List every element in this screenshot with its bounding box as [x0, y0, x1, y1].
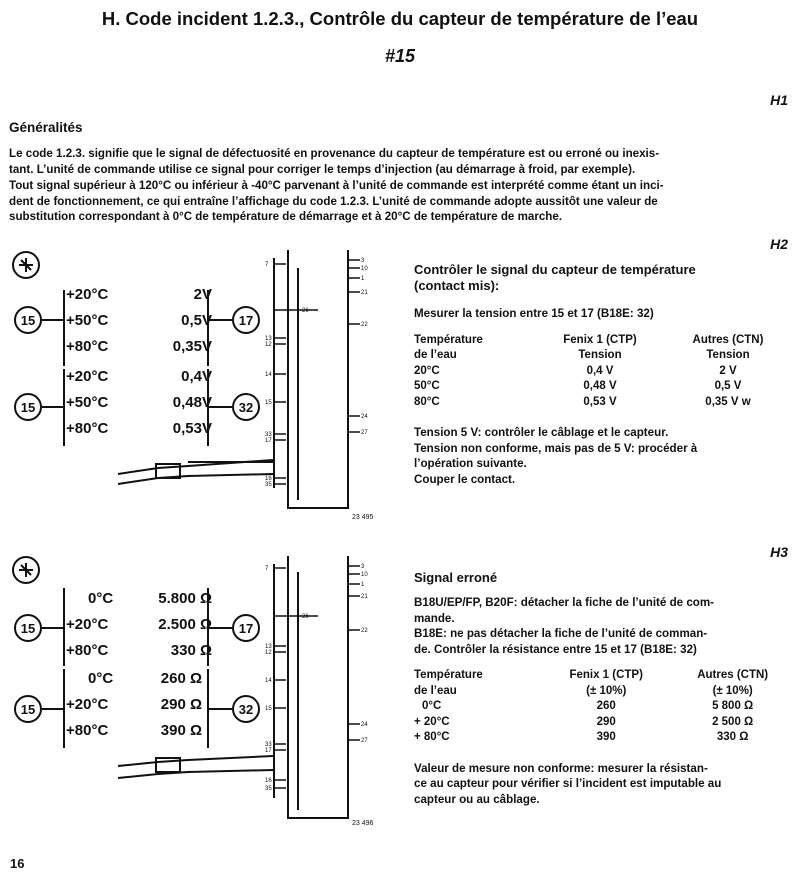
- value-row: [62, 614, 212, 640]
- header-cell: de l’eau: [414, 684, 457, 697]
- table-header-row: [414, 685, 792, 701]
- svg-text:13: 13: [265, 336, 272, 342]
- temperature: +80°C: [66, 722, 109, 739]
- svg-text:13: 13: [265, 644, 272, 650]
- header-cell: de l’eau: [414, 349, 457, 361]
- text-line: mande.: [414, 611, 455, 625]
- table-row: [414, 700, 792, 716]
- value: 2V: [193, 286, 212, 303]
- header-cell: Température: [414, 669, 483, 681]
- value-row: [62, 392, 212, 418]
- value-row: [62, 366, 212, 392]
- value: 2.500 Ω: [158, 616, 212, 633]
- table-row: [414, 731, 792, 747]
- value-row: [62, 720, 212, 746]
- svg-text:17: 17: [265, 438, 272, 444]
- value: 0,35V: [172, 338, 212, 355]
- value-row: [62, 640, 212, 666]
- temperature: +50°C: [66, 394, 109, 411]
- text-line: substitution correspondant à 0°C de température de démarrage et à 20°C de température de marche.: [9, 210, 563, 223]
- svg-text:7: 7: [265, 262, 269, 268]
- value: 330 Ω: [170, 642, 212, 659]
- svg-text:1: 1: [361, 276, 365, 282]
- value: 0,48V: [172, 394, 212, 411]
- temperature: +50°C: [66, 312, 109, 329]
- table-cell: 80°C: [414, 395, 440, 408]
- svg-text:35: 35: [265, 786, 272, 792]
- table-header-row: [414, 334, 788, 350]
- text-line: Tout signal supérieur à 120°C ou inférieur à -40°C parvenant à l’unité de commande est interprété comme étant un inci-: [9, 179, 664, 192]
- h2-instruction: Mesurer la tension entre 15 et 17 (B18E: 32): [414, 307, 654, 320]
- temperature: +80°C: [66, 420, 109, 437]
- value: 0,5V: [181, 312, 212, 329]
- resistance-diagram: [8, 548, 390, 838]
- temperature: +20°C: [66, 368, 109, 385]
- svg-text:16: 16: [265, 476, 272, 482]
- section-label-h3: H3: [770, 544, 788, 560]
- value: 260 Ω: [160, 670, 202, 687]
- heading-generalites: Généralités: [9, 120, 83, 135]
- svg-text:35: 35: [265, 482, 272, 488]
- header-cell: Autres (CTN): [697, 669, 769, 681]
- text-line: B18U/EP/FP, B20F: détacher la fiche de l’unité de com-: [414, 596, 715, 609]
- header-cell: (± 10%): [586, 684, 627, 697]
- h3-notes: [414, 761, 792, 808]
- svg-text:3: 3: [361, 564, 365, 570]
- text-line: de. Contrôler la résistance entre 15 et 17 (B18E: 32): [414, 642, 697, 656]
- text-line: Couper le contact.: [414, 472, 516, 486]
- header-cell: Fenix 1 (CTP): [569, 669, 643, 681]
- table-cell: 290: [596, 715, 616, 728]
- text-line: tant. L’unité de commande utilise ce signal pour corriger le temps d’injection (au démarrage à froid, par exemple).: [9, 162, 636, 176]
- h2-notes: [414, 425, 792, 487]
- table-cell: + 80°C: [414, 731, 450, 743]
- generalites-paragraph-1: [9, 146, 794, 177]
- svg-text:17: 17: [265, 748, 272, 754]
- svg-text:12: 12: [265, 650, 272, 656]
- terminal-15-circle: 15: [14, 614, 42, 642]
- svg-text:7: 7: [265, 566, 269, 572]
- h3-heading: Signal erroné: [414, 570, 498, 585]
- diagram-ref: 23 495: [352, 514, 374, 521]
- terminal-32-circle: 32: [232, 695, 260, 723]
- value: 290 Ω: [160, 696, 202, 713]
- temperature: +80°C: [66, 642, 109, 659]
- header-cell: Tension: [706, 349, 750, 361]
- svg-text:26: 26: [302, 614, 309, 620]
- table-cell: 0,4 V: [586, 364, 614, 377]
- section-label-h2: H2: [770, 236, 788, 252]
- svg-text:24: 24: [361, 722, 368, 728]
- table-cell: 0,48 V: [583, 380, 617, 392]
- terminal-17-circle: 17: [232, 306, 260, 334]
- voltage-table: [414, 334, 788, 412]
- value-row: [62, 310, 212, 336]
- text-line: capteur ou au câblage.: [414, 792, 540, 806]
- h2-heading: [414, 262, 792, 294]
- table-cell: 5 800 Ω: [712, 700, 754, 712]
- value-row: [62, 588, 212, 614]
- value: 0,53V: [172, 420, 212, 437]
- header-cell: Température: [414, 333, 483, 346]
- terminal-15-circle: 15: [14, 306, 42, 334]
- incident-code: #15: [384, 46, 416, 66]
- table-cell: 0,53 V: [583, 395, 617, 408]
- svg-text:1: 1: [361, 582, 365, 588]
- svg-text:22: 22: [361, 628, 368, 634]
- svg-text:24: 24: [361, 414, 368, 420]
- table-header-row: [414, 669, 792, 685]
- table-cell: 2 V: [719, 364, 737, 377]
- temperature: +20°C: [66, 696, 109, 713]
- svg-text:21: 21: [361, 594, 368, 600]
- svg-text:10: 10: [361, 572, 368, 578]
- svg-text:16: 16: [265, 778, 272, 784]
- value-row: [62, 418, 212, 444]
- header-cell: Fenix 1 (CTP): [563, 333, 637, 346]
- value: 0,4V: [181, 368, 212, 385]
- text-line: B18E: ne pas détacher la fiche de l’unité de comman-: [414, 627, 708, 640]
- value-row: [62, 668, 212, 694]
- svg-text:33: 33: [265, 432, 272, 438]
- svg-text:15: 15: [265, 706, 272, 712]
- resistance-table: [414, 669, 792, 747]
- svg-text:27: 27: [361, 430, 368, 436]
- text-line: (contact mis):: [414, 278, 500, 293]
- dial-marks: [19, 563, 33, 577]
- table-header-row: [414, 349, 788, 365]
- dial-marks: [19, 258, 33, 272]
- table-cell: 0,5 V: [714, 380, 742, 392]
- table-row: [414, 396, 788, 412]
- table-cell: 0,35 V w: [705, 395, 751, 408]
- table-row: [414, 716, 792, 732]
- temperature: +20°C: [66, 616, 109, 633]
- page-title: H. Code incident 1.2.3., Contrôle du capteur de température de l’eau: [101, 8, 699, 29]
- svg-text:14: 14: [265, 372, 272, 378]
- svg-text:21: 21: [361, 290, 368, 296]
- table-cell: 390: [596, 731, 616, 743]
- h3-paragraph: [414, 595, 792, 657]
- text-line: dent de fonctionnement, ce qui entraîne l’affichage du code 1.2.3. L’unité de commande adopte aussitôt une valeur de: [9, 194, 658, 208]
- svg-text:12: 12: [265, 342, 272, 348]
- svg-text:14: 14: [265, 678, 272, 684]
- terminal-15-circle: 15: [14, 695, 42, 723]
- table-cell: 330 Ω: [716, 731, 749, 743]
- table-cell: 260: [596, 700, 616, 712]
- value: 5.800 Ω: [158, 590, 212, 607]
- header-cell: (± 10%): [712, 684, 753, 697]
- table-row: [414, 380, 788, 396]
- table-cell: 50°C: [414, 380, 440, 392]
- svg-text:22: 22: [361, 322, 368, 328]
- text-line: Tension non conforme, mais pas de 5 V: procéder à: [414, 441, 698, 455]
- temperature: 0°C: [88, 590, 114, 607]
- section-label-h1: H1: [770, 92, 788, 108]
- text-line: Tension 5 V: contrôler le câblage et le capteur.: [414, 426, 669, 439]
- h3-block: [414, 570, 792, 807]
- voltage-diagram: [8, 238, 390, 528]
- value-row: [62, 284, 212, 310]
- svg-text:33: 33: [265, 742, 272, 748]
- terminal-17-circle: 17: [232, 614, 260, 642]
- value-row: [62, 694, 212, 720]
- header-cell: Tension: [578, 349, 622, 361]
- table-cell: + 20°C: [414, 715, 450, 728]
- text-line: Contrôler le signal du capteur de température: [414, 262, 696, 277]
- table-row: [414, 365, 788, 381]
- table-cell: 0°C: [422, 700, 442, 712]
- table-cell: 20°C: [414, 364, 440, 377]
- page-number: 16: [10, 856, 25, 871]
- value: 390 Ω: [160, 722, 202, 739]
- temperature: 0°C: [88, 670, 114, 687]
- svg-text:27: 27: [361, 738, 368, 744]
- terminal-32-circle: 32: [232, 393, 260, 421]
- text-line: l’opération suivante.: [414, 457, 527, 470]
- text-line: ce au capteur pour vérifier si l’incident est imputable au: [414, 777, 722, 790]
- svg-text:15: 15: [265, 400, 272, 406]
- text-line: Valeur de mesure non conforme: mesurer la résistan-: [414, 761, 708, 775]
- temperature: +80°C: [66, 338, 109, 355]
- table-cell: 2 500 Ω: [712, 715, 754, 728]
- temperature: +20°C: [66, 286, 109, 303]
- h2-block: [414, 262, 792, 487]
- svg-text:26: 26: [302, 308, 309, 314]
- terminal-15-circle: 15: [14, 393, 42, 421]
- diagram-ref: 23 496: [352, 820, 374, 827]
- generalites-paragraph-2: [9, 178, 794, 225]
- text-line: Le code 1.2.3. signifie que le signal de défectuosité en provenance du capteur de température est ou erroné ou inexis-: [9, 147, 660, 160]
- header-cell: Autres (CTN): [692, 333, 764, 346]
- value-row: [62, 336, 212, 362]
- svg-text:10: 10: [361, 266, 368, 272]
- svg-text:3: 3: [361, 258, 365, 264]
